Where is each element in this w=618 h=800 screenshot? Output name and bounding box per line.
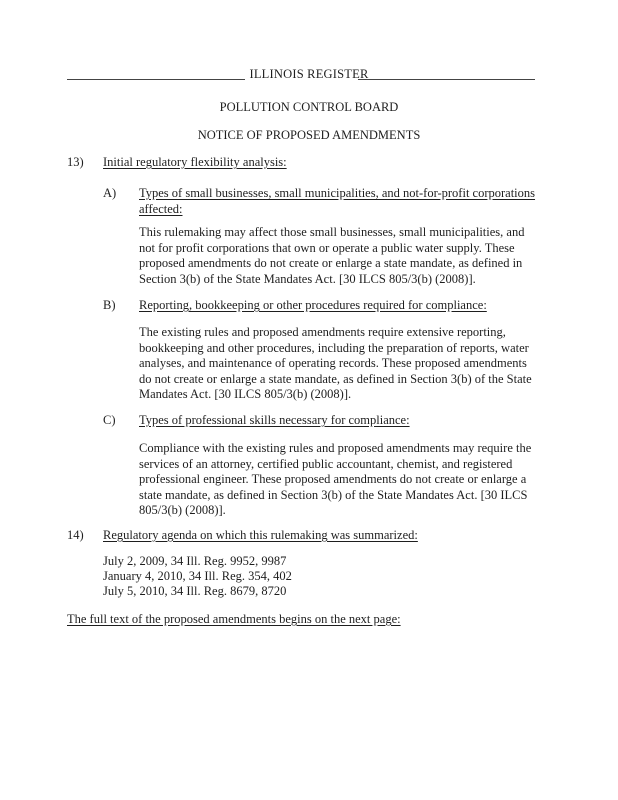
section-13-heading: Initial regulatory flexibility analysis: [103,155,287,169]
agenda-entry: January 4, 2010, 34 Ill. Reg. 354, 402 [103,569,292,583]
item-c-heading: Types of professional skills necessary for compliance: [139,413,410,427]
item-b-body: The existing rules and proposed amendments require extensive reporting, bookkeeping and other procedures, including the preparation of reports, water analyses, and maintenance of operating records. These proposed amendments do not create or enlarge a state mandate, as defined in Section 3(b) of the State Mandates Act. [30 ILCS 805/3(b) (2008)]. [139,325,532,402]
agenda-entry: July 2, 2009, 34 Ill. Reg. 9952, 9987 [103,554,287,568]
section-14-number: 14) [67,528,84,542]
item-b-letter: B) [103,298,116,312]
item-c-body: Compliance with the existing rules and proposed amendments may require the services of an attorney, certified public accountant, chemist, and registered professional engineer. These proposed amendments do not create or enlarge a state mandate, as defined in Section 3(b) of the State Mandates Act. [30 ILCS 805/3(b) (2008)]. [139,441,532,518]
header-rule-right [358,79,535,80]
item-c-letter: C) [103,413,116,427]
agenda-entry: July 5, 2010, 34 Ill. Reg. 8679, 8720 [103,584,287,598]
item-a-body: This rulemaking may affect those small businesses, small municipalities, and not for profit corporations that own or operate a public water supply. These proposed amendments do not create or enlarge a state mandate, as defined in Section 3(b) of the State Mandates Act. [30 ILCS 805/3(b) (2008)]. [139,225,525,286]
agency-title: POLLUTION CONTROL BOARD [219,100,399,114]
section-14-heading: Regulatory agenda on which this rulemaking was summarized: [103,528,418,542]
item-a-heading [139,185,539,217]
footer-note: The full text of the proposed amendments begins on the next page: [67,612,401,626]
agenda-list [103,554,292,599]
notice-title: NOTICE OF PROPOSED AMENDMENTS [197,128,421,142]
item-a-heading-line1: Types of small businesses, small municipalities, and not-for-profit corporations [139,186,536,200]
section-13-number: 13) [67,155,84,169]
item-a-heading-line2: affected: [139,202,183,216]
item-a-letter: A) [103,186,117,200]
item-b-heading: Reporting, bookkeeping or other procedures required for compliance: [139,298,487,312]
register-title: ILLINOIS REGISTER [249,67,369,81]
